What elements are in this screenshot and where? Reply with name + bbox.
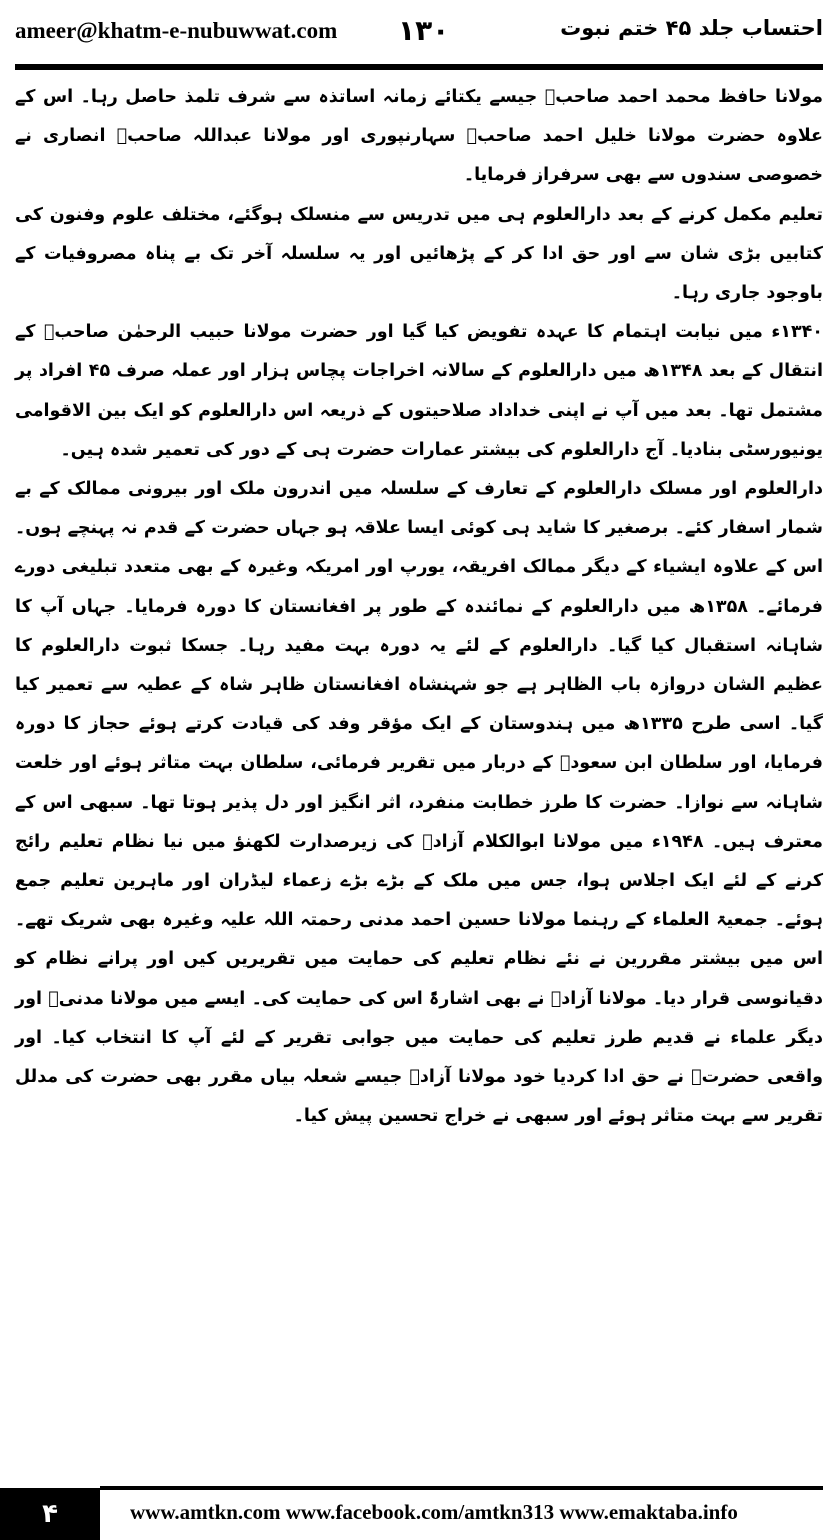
- footer-page-marker: ۴: [0, 1488, 100, 1540]
- paragraph: تعلیم مکمل کرنے کے بعد دارالعلوم ہی میں تدریس سے منسلک ہوگئے، مختلف علوم وفنون کی کتابیں بڑی شان سے اور حق ادا کر کے پڑھائیں اور یہ سلسلہ آخر تک بے پناہ مصروفیات کے باوجود جاری رہا۔: [15, 204, 823, 304]
- header-rule: [15, 64, 823, 70]
- paragraph: مولانا حافظ محمد احمد صاحبؒ جیسے یکتائے زمانہ اساتذہ سے شرف تلمذ حاصل رہا۔ اس کے علاوہ حضرت مولانا خلیل احمد صاحبؒ سہارنپوری اور مولانا عبداللہ صاحبؒ انصاری نے خصوصی سندوں سے بھی سرفراز فرمایا۔: [15, 87, 823, 186]
- running-head: احتساب جلد ۴۵ ختم نبوت: [560, 16, 823, 40]
- page-header: [15, 14, 823, 54]
- footer-rule: [100, 1486, 823, 1490]
- article-body: [15, 78, 823, 1136]
- footer-links: www.amtkn.com www.facebook.com/amtkn313 www.emaktaba.info: [130, 1500, 738, 1524]
- page-number: ۱۳۰: [398, 14, 450, 47]
- paragraph: دارالعلوم اور مسلک دارالعلوم کے تعارف کے سلسلہ میں اندرون ملک اور بیرونی ممالک کے بے شمار اسفار کئے۔ برصغیر کا شاید ہی کوئی ایسا علاقہ ہو جہاں حضرت کے قدم نہ پہنچے ہوں۔ اس کے علاوہ ایشیاء کے دیگر ممالک افریقہ، یورپ اور امریکہ وغیرہ کے بھی متعدد تبلیغی دورے فرمائے۔ ۱۳۵۸ھ میں دارالعلوم کے نمائندہ کے طور پر افغانستان کا دورہ فرمایا۔ جہاں آپ کا شاہانہ استقبال کیا گیا۔ دارالعلوم کے لئے یہ دورہ بہت مفید رہا۔ جسکا ثبوت دارالعلوم کا عظیم الشان دروازہ باب الظاہر ہے جو شہنشاہ افغانستان ظاہر شاہ کے عطیہ سے تعمیر کیا گیا۔ اسی طرح ۱۳۳۵ھ میں ہندوستان کے ایک مؤقر وفد کی قیادت کرتے ہوئے حجاز کا دورہ فرمایا، اور سلطان ابن سعودؒ کے دربار میں تقریر فرمائی، سلطان بہت متاثر ہوئے اور خلعت شاہانہ سے نوازا۔ حضرت کا طرز خطابت منفرد، اثر انگیز اور دل پذیر ہوتا تھا۔ سبھی اس کے معترف ہیں۔ ۱۹۴۸ء میں مولانا ابوالکلام آزادؒ کی زیرصدارت لکھنؤ میں نیا نظام تعلیم رائج کرنے کے لئے ایک اجلاس ہوا، جس میں ملک کے بڑے بڑے زعماء لیڈران اور ماہرین تعلیم جمع ہوئے۔ جمعیۃ العلماء کے رہنما مولانا حسین احمد مدنی رحمتہ اللہ علیہ وغیرہ بھی شریک تھے۔ اس میں بیشتر مقررین نے نئے نظام تعلیم کی حمایت میں تقریریں کیں اور پرانے نظام کو دقیانوسی قرار دیا۔ مولانا آزادؒ نے بھی اشارۃً اس کی حمایت کی۔ ایسے میں مولانا مدنیؒ اور دیگر علماء نے قدیم طرز تعلیم کی حمایت میں جوابی تقریر کے لئے آپ کا انتخاب کیا۔ اور واقعی حضرتؒ نے حق ادا کردیا خود مولانا آزادؒ جیسے شعلہ بیاں مقرر بھی حضرت کی مدلل تقریر سے بہت متاثر ہوئے اور سبھی نے خراج تحسین پیش کیا۔: [15, 479, 823, 1127]
- header-email: ameer@khatm-e-nubuwwat.com: [15, 18, 338, 43]
- paragraph: ۱۳۴۰ء میں نیابت اہتمام کا عہدہ تفویض کیا گیا اور حضرت مولانا حبیب الرحمٰن صاحبؒ کے انتقال کے بعد ۱۳۴۸ھ میں دارالعلوم کے سالانہ اخراجات پچاس ہزار اور عملہ صرف ۴۵ افراد پر مشتمل تھا۔ بعد میں آپ نے اپنی خداداد صلاحیتوں کے ذریعہ اس دارالعلوم کو ایک بین الاقوامی یونیورسٹی بنادیا۔ آج دارالعلوم کی بیشتر عمارات حضرت ہی کے دور کی تعمیر شدہ ہیں۔: [15, 322, 823, 460]
